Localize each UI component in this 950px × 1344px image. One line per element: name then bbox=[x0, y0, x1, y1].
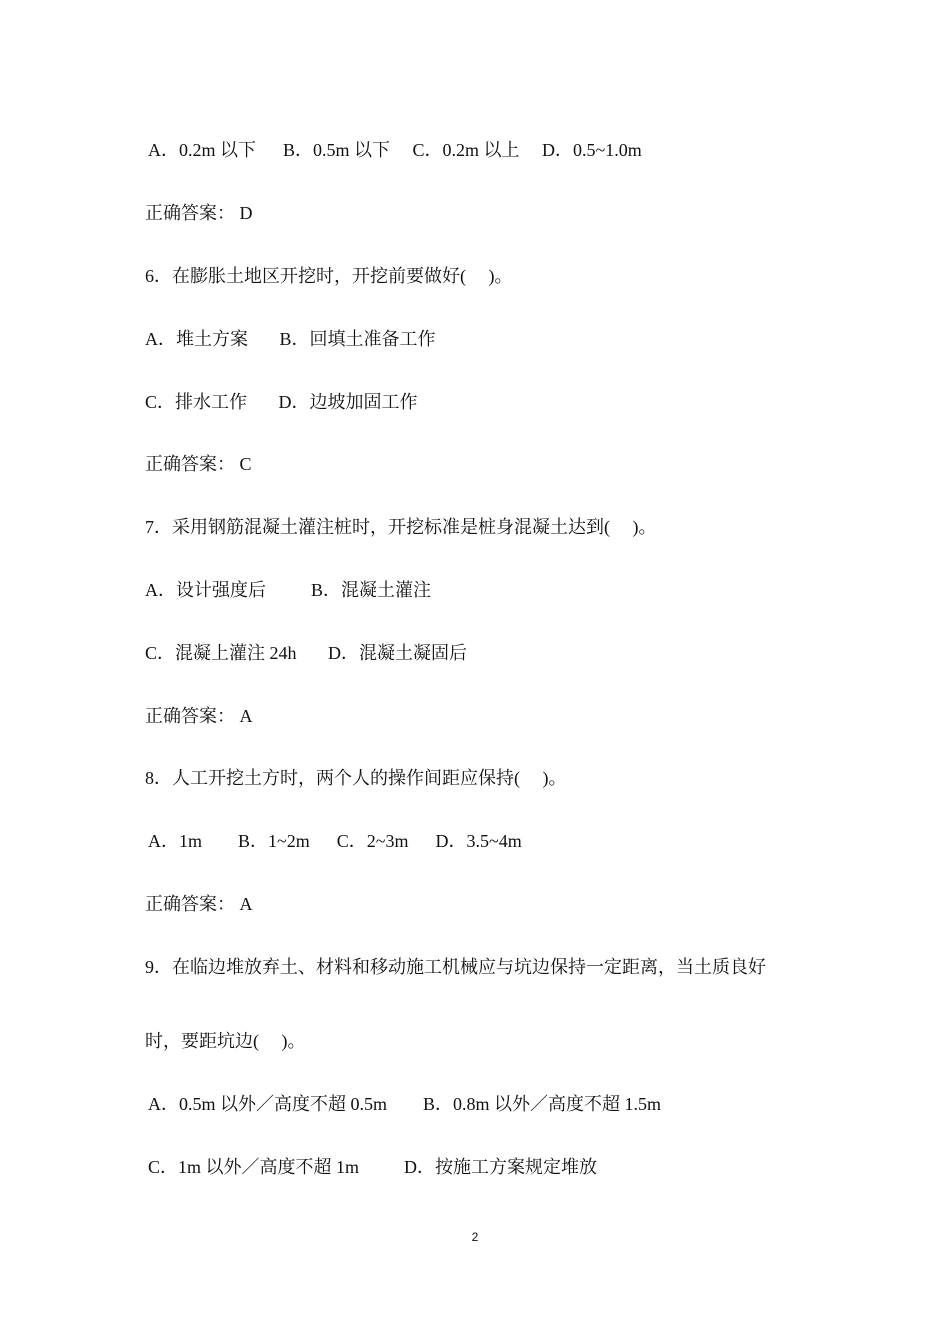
q8-options: A．1m B．1~2m C．2~3m D．3.5~4m bbox=[148, 831, 522, 851]
q7-question: 7．采用钢筋混凝土灌注桩时，开挖标准是桩身混凝土达到( )。 bbox=[145, 517, 657, 537]
q9-options-cd: C．1m 以外／高度不超 1m D．按施工方案规定堆放 bbox=[148, 1157, 598, 1177]
q9-question-line2: 时，要距坑边( )。 bbox=[145, 1031, 306, 1051]
q8-question: 8．人工开挖土方时，两个人的操作间距应保持( )。 bbox=[145, 768, 567, 788]
q7-options-ab: A．设计强度后 B．混凝土灌注 bbox=[145, 580, 432, 600]
q9-question-line1: 9．在临边堆放弃土、材料和移动施工机械应与坑边保持一定距离，当土质良好 bbox=[145, 957, 766, 977]
q5-answer: 正确答案： D bbox=[145, 203, 253, 223]
q7-answer: 正确答案： A bbox=[145, 706, 253, 726]
q6-options-cd: C．排水工作 D．边坡加固工作 bbox=[145, 392, 418, 412]
q7-options-cd: C．混凝上灌注 24h D．混凝土凝固后 bbox=[145, 643, 468, 663]
q6-options-ab: A．堆土方案 B．回填土准备工作 bbox=[145, 329, 436, 349]
q9-options-ab: A．0.5m 以外／高度不超 0.5m B．0.8m 以外／高度不超 1.5m bbox=[148, 1094, 662, 1114]
q8-answer: 正确答案： A bbox=[145, 894, 253, 914]
q5-options: A．0.2m 以下 B．0.5m 以下 C．0.2m 以上 D．0.5~1.0m bbox=[148, 140, 642, 160]
page-number: 2 bbox=[471, 1230, 479, 1244]
q6-answer: 正确答案： C bbox=[145, 454, 252, 474]
q6-question: 6．在膨胀土地区开挖时，开挖前要做好( )。 bbox=[145, 266, 513, 286]
